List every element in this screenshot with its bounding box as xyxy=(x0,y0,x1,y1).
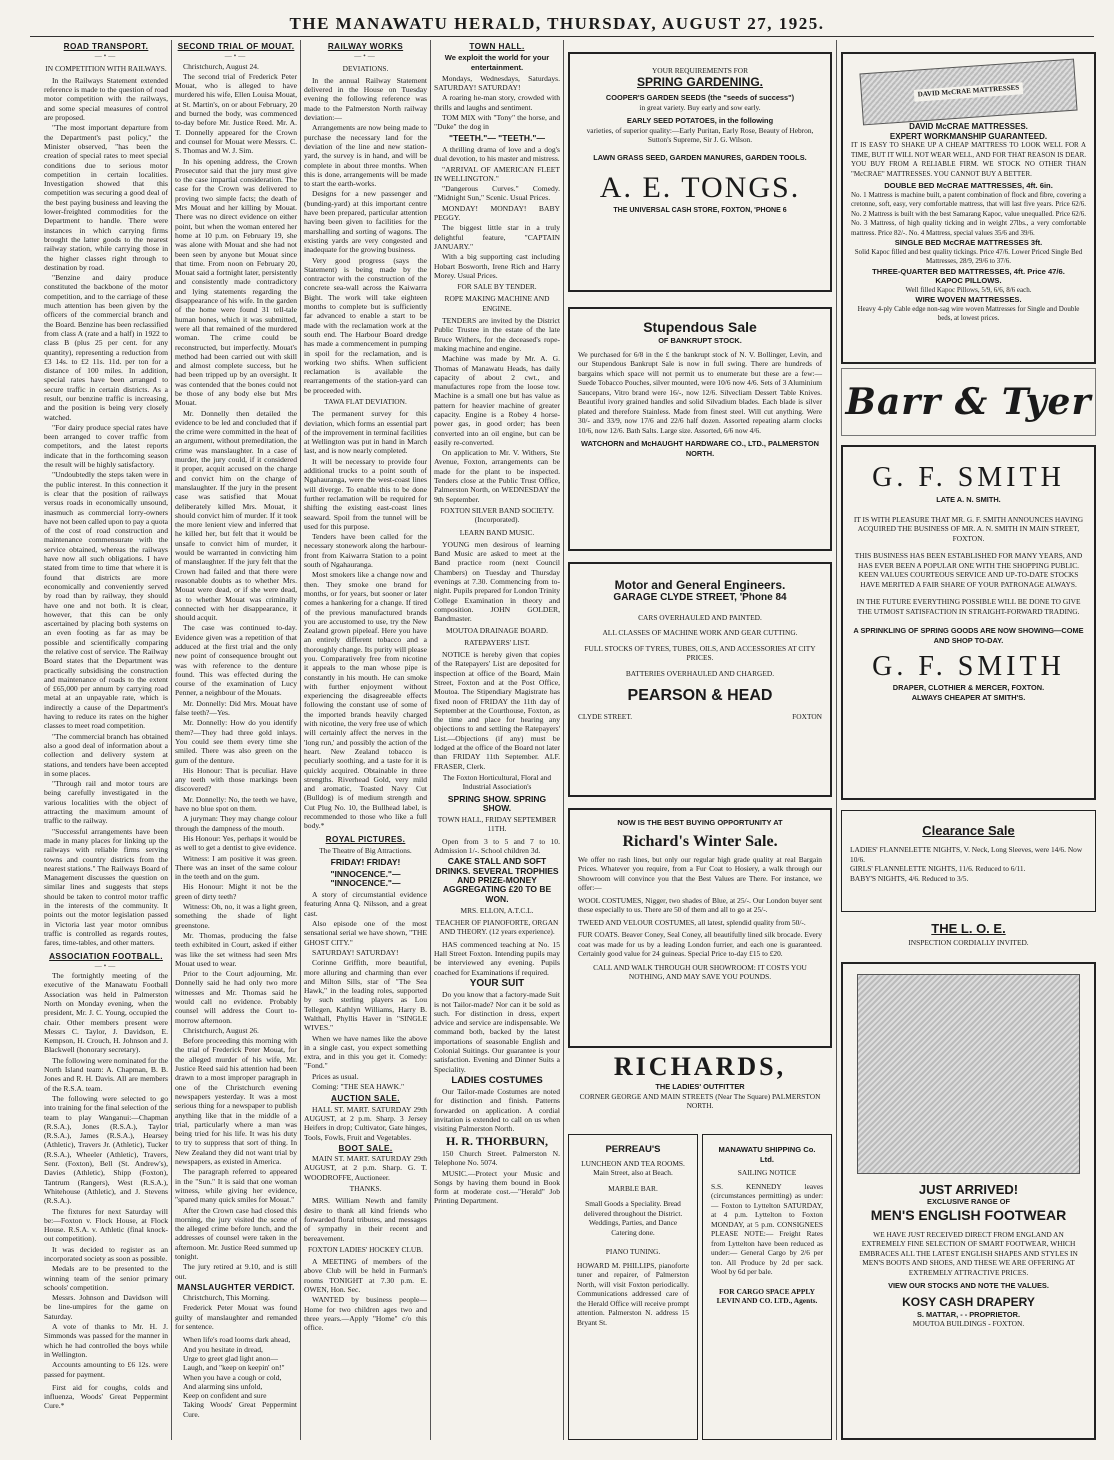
paragraph: A vote of thanks to Mr. H. J. Simmonds was passed for the manner in which he had controlled the boys while in Wellington. xyxy=(44,1322,168,1359)
ad-stup-foot: WATCHORN and McHAUGHT HARDWARE CO., LTD., PALMERSTON NORTH. xyxy=(581,439,819,458)
hockey-title: FOXTON LADIES' HOCKEY CLUB. xyxy=(307,1244,424,1254)
ornament: —•— xyxy=(354,52,377,61)
paragraph: TENDERS are invited by the District Public Trustee in the estate of the late Bruce Withers, for the deceased's rope-making machine and engine. xyxy=(434,316,560,353)
paragraph: Prices as usual. xyxy=(312,1071,359,1081)
ad-smith-spring: A SPRINKLING OF SPRING GOODS ARE NOW SHOWING—COME AND SHOP TO-DAY. xyxy=(853,626,1084,645)
town-hall-lead: We exploit the world for your entertainment. xyxy=(444,53,550,72)
ad-smith-foot: ALWAYS CHEAPER AT SMITH'S. xyxy=(911,692,1026,702)
ad-tongs-title: SPRING GARDENING. xyxy=(636,74,763,89)
poem-line: Laugh, and "keep on keepin' on!" xyxy=(183,1363,285,1373)
ad-matt-double-body: No. 1 Mattress is machine built, a patent combination of flock and fibre, covering a cretonne, soft, easy, very comfortable mattress, that will last five years. Price 62/6. No. 2 Mattress is built with the best Samarang Kapoc, value unequalled. Price 62/6. No. 3 Mattress, of high quality ticking and in weight 27lbs., a very comfortable mattress. Price 82/-. No. 4 Mattress, special values 35/6 and 39/6. xyxy=(851,190,1086,237)
paragraph: The case was continued to-day. Evidence given was a repetition of that adduced at the first trial and the only new point of consequence brought out was with reference to the denture found. This was effected during the course of the examination of Lucy Penner, a neighbour of the Mouats. xyxy=(175,623,297,698)
ad-smith-para: IT IS WITH PLEASURE THAT MR. G. F. SMITH ANNOUNCES HAVING ACQUIRED THE BUSINESS OF MR. A. N. SMITH IN MAIN STREET, FOXTON. xyxy=(853,514,1084,543)
show-when: TOWN HALL, FRIDAY SEPTEMBER 11TH. xyxy=(437,815,557,834)
paragraph: After the Crown case had closed this morning, the jury visited the scene of the alleged crime before lunch, and the addresses of counsel were taken in the afternoon. Mr. Justice Reed summed up tonight. xyxy=(175,1205,297,1261)
ad-ship-title: MANAWATU SHIPPING Co. Ltd. xyxy=(718,1145,816,1164)
paragraph: "ARRIVAL OF AMERICAN FLEET IN WELLINGTON." xyxy=(434,164,560,183)
ad-matt-single: SINGLE BED McCRAE MATTRESSES 3ft. xyxy=(894,238,1043,247)
paragraph: When we have names like the above in a single cast, you expect something extra, and in this you get it. Comedy: "Fond." xyxy=(304,1033,427,1071)
paragraph: The following were nominated for the North Island team: A. Chapman, B. B. Jones and R. H. Davis. All are members of the R.S.A. team. xyxy=(44,1055,168,1093)
ad-clear-item: GIRLS' FLANNELETTE NIGHTS, 11/6. Reduced to 6/11. xyxy=(850,864,1026,873)
paragraph: Very good progress (says the Statement) is being made by the contractor with the construction of the concrete sea-wall across the Kaiwarra Bight. The work will take eighteen months to complete but is sufficiently far advanced to enable a start to be made with the reclamation work at the south end. The Harbour Board dredge has made a commencement in pumping in spoil for the reclamation, and is working two shifts. When sufficient reclamation is available the rearrangements of the station-yard can be proceeded with. xyxy=(304,255,427,395)
ad-smith-para: IN THE FUTURE EVERYTHING POSSIBLE WILL BE DONE TO GIVE THE UTMOST SATISFACTION IN STRAIGHT-FORWARD TRADING. xyxy=(856,597,1081,616)
ad-rich-item: TWEED AND VELOUR COSTUMES, all latest, splendid quality from 50/-. xyxy=(578,917,806,927)
paragraph: "For dairy produce special rates have been arranged to cover traffic from competitors, and the latest reports indicate that in the forthcoming season the result will be highly satisfactory. xyxy=(44,422,168,470)
ad-perr-title: PERREAU'S xyxy=(605,1144,661,1155)
ad-stup-body: We purchased for 6/8 in the £ the bankrupt stock of N. V. Bollinger, Levin, and our Stupendous Bankrupt Sale is now in full swing. There are hundreds of bargains which space will not permit us to enumerate but these are a few:— Suede Tobacco Pouches, silver mounted, were 10/6 now 4/6. Sets of 3 Aluminium Saucepans, Vitro brand were 16/-, now 12/6. Silvecliam Dessert Table Knives. Beautiful ivory grained handles and solid Silvadium blades. Each blade is silver plated and therefore Stainless. Made from finest steel. Will cut anything. Were 30/- and 33/9, now 17/6 and 22/6 half dozen. Assorted repeating alarm clocks 10/6, now 12/6. Bath Salts. Large size. Assorted, 6/6 now 4/6. xyxy=(578,349,822,435)
paragraph: Frederick Peter Mouat was found guilty of manslaughter and remanded for sentence. xyxy=(175,1303,297,1332)
column-town-hall xyxy=(434,40,560,1440)
thorburn-name: H. R. THORBURN, xyxy=(445,1133,549,1148)
paragraph: On application to Mr. V. Withers, Ste Avenue, Foxton, arrangements can be made for the plant to be inspected. Tenders close at the Public Trust Office, Palmerston North, on WEDNESDAY the 9th September. xyxy=(434,448,560,504)
show-title: SPRING SHOW. SPRING SHOW. xyxy=(447,793,547,813)
ad-piano-title: PIANO TUNING. xyxy=(605,1247,661,1256)
mattress-image-label: DAVID McCRAE MATTRESSES xyxy=(913,82,1023,101)
article-title: MANSLAUGHTER VERDICT. xyxy=(177,1282,295,1292)
ad-clear-item: BABY'S NIGHTS, 4/6. Reduced to 3/5. xyxy=(850,873,969,883)
ad-rich-item: WOOL COSTUMES, Nigger, two shades of Blue, at 25/-. Our London buyer sent these especially to us. There are 50 of them and all to go at 25/-. xyxy=(578,895,822,914)
ad-matt-kapoc: KAPOC PILLOWS. xyxy=(935,276,1002,285)
thanks-title: THANKS. xyxy=(349,1184,382,1194)
ad-rich-item: FUR COATS. Beaver Coney, Seal Coney, all beautifully lined silk brocade. Every coat was made for us by a leading London furrier, and each one is guaranteed. Certainly good value for 24 guineas. Special Price to-day £15 to £20. xyxy=(578,930,822,958)
ad-clearance-sale xyxy=(841,810,1096,912)
article-title: ROAD TRANSPORT. xyxy=(63,42,149,51)
ad-tongs xyxy=(568,52,832,292)
paragraph: Most smokers like a change now and then. They smoke one brand for months, or for years, but sooner or later comes a hankering for a change. If tired of the previous manufactured brands you are accustomed to use, try the New Zealand grown pipeleaf. Here you have an entirely different tobacco and a thoroughly change. Its purity will please you. Comparatively free from nicotine it appeals to the man whose pipe is constantly in his mouth. He can smoke with further enjoyment without experiencing the disagreeable effects following the constant use of some of the imported brands heavily charged with nicotine, the very free use of which will certainly affect the nerves in the 'long run,' and possibly the action of the heart. New Zealand tobacco is peculiarly soothing, and a taste for it is quickly acquired. Obtainable in three strengths. Riverhead Gold, very mild and aromatic, Toasted Navy Cut (Bulldog) is of medium strength and Cut Plug No. 10, the Bullhead label, is recommended to those who like a full body.* xyxy=(304,570,427,831)
paragraph: MAIN ST. MART. SATURDAY 29th AUGUST, at 2 p.m. Sharp. G. T. WOODROFFE, Auctioneer. xyxy=(304,1154,427,1182)
pictures-title: ROYAL PICTURES. xyxy=(325,834,406,844)
paragraph: Tenders have been called for the necessary stonework along the harbour-front from Kaiwarra Station to a point south of Ngahauranga. xyxy=(304,532,427,570)
paragraph: "Benzine and dairy produce constituted the backbone of the motor competition, and to the carriage of these much attention has been given by the officers of the commercial branch and the Board. Benzine has been reclassified from class A (rate and a half) in 1922 to class B (plus 25 per cent. for any quantity), representing a reduction from £3 14s. to £2 11s. 11d. per ton for a distance of 100 miles. In addition, special rates have been arranged to secure traffic in certain districts. As a result, our benzine traffic is increasing, and the position is being very closely watched. xyxy=(44,273,168,422)
paragraph: Designs for a new passenger and (bunding-yard) at this important centre have been prepared, particular attention having been given to facilities for the marshalling and sorting of wagons. The existing yards are very congested and inadequate for the growing business. xyxy=(304,189,427,255)
ad-line: FULL STOCKS OF TYRES, TUBES, OILS, AND ACCESSORIES AT CITY PRICES. xyxy=(584,643,816,662)
ad-ship-body: S.S. KENNEDY leaves (circumstances permitting) as under:— Foxton to Lyttelton SATURDAY, at 4 p.m. Lyttelton to Foxton MONDAY, at 5 p.m. CONSIGNEES PLEASE NOTE:— Freight Rates from Lyttelton have been reduced as under:— General Cargo by 2/6 per ton. All Produce by 2d per sack. Wool by 6d per bale. xyxy=(711,1181,823,1276)
ad-rich-item: CALL AND WALK THROUGH OUR SHOWROOM: IT COSTS YOU NOTHING, AND MAY SAVE YOU POUNDS. xyxy=(593,962,807,981)
band-subtitle: LEARN BAND MUSIC. xyxy=(459,527,535,537)
paragraph: NOTICE is hereby given that copies of the Ratepayers' List are deposited for inspection at office of the Board, Main Street, Foxton and at the Post Office, Moutoa. The Stipendiary Magistrate has fixed noon of FRIDAY the 11th day of September at the Courthouse, Foxton, as the time and place for hearing any objections to and settling the Ratepayers' List.—Objections (if any) must be lodged at the office of the Board not later than FRIDAY 11th September. ALF. FRASER, Clerk. xyxy=(434,650,560,771)
ad-loe-sub: INSPECTION CORDIALLY INVITED. xyxy=(908,938,1029,947)
paragraph: MRS. William Newth and family desire to thank all kind friends who forwarded floral tributes, and messages of sympathy in their recent and bereavement. xyxy=(304,1196,427,1243)
music-teacher-title: MRS. ELLON, A.T.C.L. xyxy=(460,905,534,915)
ad-mattresses xyxy=(841,52,1096,364)
paragraph: Mondays, Wednesdays, Saturdays. SATURDAY! SATURDAY! xyxy=(434,73,560,93)
ad-line: MARBLE BAR. xyxy=(608,1183,658,1193)
ad-matt-wire: WIRE WOVEN MATTRESSES. xyxy=(915,295,1022,304)
paragraph: The biggest little star in a truly delightful feature, "CAPTAIN JANUARY." xyxy=(434,223,560,251)
paragraph: The fortnightly meeting of the executive of the Manawatu Football Association was held in Palmerston North on Monday evening, when the president, Mr. J. C. Young, occupied the chair. Other members present were Messrs C. Taylor, J. Davidson, E. Kempson, H. Crouch, H. Johnson and J. Blackwell (honorary secretary). xyxy=(44,971,168,1055)
paragraph: Our Tailor-made Costumes are noted for distinction and finish. Patterns forwarded on application. A cordial invitation is extended to call on us when visiting Palmerston North. xyxy=(434,1087,560,1134)
ad-clear-title: Clearance Sale xyxy=(922,823,1015,838)
paragraph: SATURDAY! SATURDAY! xyxy=(312,947,399,957)
poem-line: Taking Woods' Great Peppermint Cure. xyxy=(183,1400,297,1419)
article-title: RAILWAY WORKS xyxy=(327,42,404,51)
paragraph: The paragraph referred to appeared in the "Sun." It is said that one woman witness, while giving her evidence, "spared many quick smiles for Mouat." xyxy=(175,1167,297,1205)
ad-smith-late: LATE A. N. SMITH. xyxy=(936,495,1001,504)
paragraph: Arrangements are now being made to purchase the necessary land for the deviation of the line and new station-yard, the survey is in hand, and will be complete in about three months. When this is done, arrangements will be made to start the earth-works. xyxy=(304,123,427,189)
paragraph: The second trial of Frederick Peter Mouat, who is alleged to have murdered his wife, Ellen Louisa Mouat, at St. Martin's, on or about February, 20 and burned the body, was commenced to-day before Mr. Justice Reed. Mr. A. T. Donnelly appeared for the Crown and counsel for Mouat were Messrs. C. S. Thomas and W. J. Sim. xyxy=(175,71,297,156)
mattress-image xyxy=(859,59,1077,126)
paragraph: "Dangerous Curves." Comedy. "Midnight Sun," Scenic. Usual Prices. xyxy=(434,184,560,203)
ad-kosy-body: WE HAVE JUST RECEIVED DIRECT FROM ENGLAND AN EXTREMELY FINE SELECTION OF SMART FOOTWEAR, WHICH EMBRACES ALL THE LATEST ENGLISH SHAPES AND STYLES IN MEN'S BOOTS AND SHOES, AND THESE WE ARE OFFERING AT EXTREMELY ATTRACTIVE PRICES. xyxy=(859,1229,1078,1277)
paragraph: Christchurch, August 26. xyxy=(183,1025,259,1035)
ad-rich-title: Richard's Winter Sale. xyxy=(622,832,778,850)
column-road-transport xyxy=(44,40,168,1440)
ad-matt-double: DOUBLE BED McCRAE MATTRESSES, 4ft. 6in. xyxy=(884,181,1053,190)
paragraph: His Honour: Might it not be the green of dirty teeth? xyxy=(175,882,297,901)
barr-tyer-script: Barr & Tyer xyxy=(845,381,1092,423)
ad-line: ALL CLASSES OF MACHINE WORK AND GEAR CUTTING. xyxy=(602,628,798,637)
ad-tongs-top: YOUR REQUIREMENTS FOR xyxy=(651,66,749,75)
ad-loe xyxy=(841,916,1096,956)
drainage-subtitle: RATEPAYERS' LIST. xyxy=(464,637,530,647)
ornament: —•— xyxy=(224,52,248,61)
paragraph: MUSIC.—Protect your Music and Songs by having them bound in Book form at moderate cost.—"Herald" Job Printing Department. xyxy=(434,1168,560,1206)
ad-shipping xyxy=(702,1134,832,1440)
paragraph: A roaring he-man story, crowded with thrills and laughs and sentiment. xyxy=(434,93,560,112)
paragraph: His Honour: That is peculiar. Have any teeth with those markings been discovered? xyxy=(175,765,297,794)
article-subtitle: DEVIATIONS. xyxy=(342,63,389,73)
ad-motor-sub: GARAGE CLYDE STREET, 'Phone 84 xyxy=(613,592,787,603)
ad-stup-title: Stupendous Sale xyxy=(643,319,757,335)
paragraph: A MEETING of members of the above Club will be held in Furman's rooms TONIGHT at 7.30 p.m. E. OWEN, Hon. Sec. xyxy=(304,1257,427,1294)
ad-line: EARLY SEED POTATOES, in the following xyxy=(626,116,774,125)
paragraph: Medals are to be presented to the winning team of the senior primary schools' competition. xyxy=(44,1264,168,1292)
paragraph: Before proceeding this morning with the trial of Frederick Peter Mouat, for the alleged murder of his wife, Mr. Justice Reed said his attention had been drawn to a most improper paragraph in one of the Christchurch evening newspapers yesterday. It was a most serious thing for a newspaper to publish anything like that in the middle of a trial, particularly where a man was being tried for his life. It was his duty to try to suppress that sort of thing. In New Zealand they did not want trial by newspapers, as existed in America. xyxy=(175,1036,297,1167)
column-rule xyxy=(430,40,431,1440)
paragraph: It will be necessary to provide four additional trucks to a point south of Ngahauranga, were the west-coast lines will diverge. To enable this to be done further reclamation will be required for shifting the existing east-coast lines seaward. Spoil from the tunnel will be used for this purpose. xyxy=(304,456,427,531)
paragraph: Corinne Griffith, more beautiful, more alluring and charming than ever and Milton Sills, star of "The Sea Hawk," in the leading roles, supported by such sterling players as Lou Tellegen, Kathlyn Williams, Harry B. Walthall, Phyllis Haver in "SINGLE WIVES." xyxy=(304,958,427,1033)
ornament: —•— xyxy=(94,52,118,61)
masthead: THE MANAWATU HERALD, THURSDAY, AUGUST 27, 1925. xyxy=(289,14,825,33)
article-subtitle: TAWA FLAT DEVIATION. xyxy=(324,396,407,406)
paragraph: "The most important departure from the Department's past policy," the Minister observed, "has been the creation of special rates to meet special conditions due to serious motor competition in certain localities. Investigation showed that this competition was securing a good deal of the best paying business and leaving the lower-freighted commodities for the Department to handle. There were instances in which carrying firms brought the latter goods to the nearest railway station, while carrying those in the higher classes right through to destination by road. xyxy=(44,123,168,272)
ad-kosy-drapery xyxy=(841,962,1096,1440)
paragraph: MONDAY! MONDAY! BABY PEGGY. xyxy=(434,203,560,223)
column-mouat-trial xyxy=(175,40,297,1440)
ad-line: BATTERIES OVERHAULED AND CHARGED. xyxy=(625,668,775,678)
ladies-title: LADIES COSTUMES xyxy=(451,1074,543,1086)
paragraph: TOM MIX with "Tony" the horse, and "Duke" the dog in xyxy=(434,113,560,132)
column-railway-works xyxy=(304,40,427,1440)
music-teacher-subtitle: TEACHER OF PIANOFORTE, ORGAN AND THEORY. (12 years experience). xyxy=(435,918,559,937)
paragraph: Mr. Donnelly: How do you identify them?—They had three gold inlays. You could see them every time she smiled. There was also green on the gum of the denture. xyxy=(175,718,297,765)
ad-matt-title: DAVID McCRAE MATTRESSES. xyxy=(909,122,1028,131)
ad-matt-single-body: Solid Kapoc filled and best quality tickings. Price 47/6. Lower Priced Single Bed Mattresses, 28/9, 29/6 to 37/6. xyxy=(854,247,1083,265)
ad-rich-name: RICHARDS, xyxy=(613,1052,787,1081)
tender-title: FOR SALE BY TENDER. xyxy=(457,282,537,292)
ad-motor-foot-left: CLYDE STREET. xyxy=(578,712,633,721)
poem-line: When life's road looms dark ahead, xyxy=(183,1335,291,1345)
poem-line: Keep on confident and sure xyxy=(183,1391,267,1401)
ad-gf-smith xyxy=(841,445,1096,800)
barr-tyer-logo xyxy=(841,368,1096,436)
paragraph: A thrilling drama of love and a dog's dual devotion, to his master and mistress. xyxy=(434,144,560,164)
paragraph: YOUNG men desirous of learning Band Music are asked to meet at the Band practice room (next Council Chambers) on Tuesday and Thursday evenings at 7.30. Commencing from to-night. Pupils prepared for London Trinity College Examination in theory and composition. JOHN GOLDER, Bandmaster. xyxy=(434,539,560,624)
ad-kosy-view: VIEW OUR STOCKS AND NOTE THE VALUES. xyxy=(888,1281,1049,1290)
ad-rich-addr: CORNER GEORGE AND MAIN STREETS (Near The Square) PALMERSTON NORTH. xyxy=(579,1091,821,1110)
paragraph: Accounts amounting to £6 12s. were passed for payment. xyxy=(44,1360,168,1379)
paragraph: With a big supporting cast including Hobart Bosworth, Irene Rich and Harry Morey. Usual Prices. xyxy=(434,252,560,280)
article-title: SECOND TRIAL OF MOUAT. xyxy=(177,42,295,51)
paragraph: Do you know that a factory-made Suit is not Tailor-made? Nor can it be sold as such. For distinction in dress, expert advice and service are indispensable. We command both, backed by the latest importations of seasonable English and Colonial Suitings. Our guarantee is your satisfaction. Evening and Dinner Suits a Speciality. xyxy=(434,990,560,1074)
ad-matt-kapoc-body: Well filled Kapoc Pillows, 5/9, 6/6, 8/6 each. xyxy=(905,285,1032,294)
ad-matt-three: THREE-QUARTER BED MATTRESSES, 4ft. Price 47/6. xyxy=(872,266,1065,276)
boot-sale-title: BOOT SALE. xyxy=(338,1143,393,1153)
paragraph: Prior to the Court adjourning, Mr. Donnelly said he had only two more witnesses and Mr. Thomas said he would call no evidence. Probably counsel will address the Court to-morrow afternoon. xyxy=(175,969,297,1025)
ad-stup-sub: OF BANKRUPT STOCK. xyxy=(658,336,742,345)
ad-kosy-just: JUST ARRIVED! xyxy=(918,1182,1019,1197)
paragraph: 150 Church Street. Palmerston N. Telephone No. 5074. xyxy=(434,1148,560,1168)
ad-line: in great variety. Buy early and sow early. xyxy=(639,102,761,112)
ad-kosy-exclusive: EXCLUSIVE RANGE OF xyxy=(927,1197,1010,1206)
ad-tongs-foot: THE UNIVERSAL CASH STORE, FOXTON, 'PHONE 6 xyxy=(613,207,787,214)
ad-line: varieties, of superior quality:—Early Puritan, Early Rose, Beauty of Hebron, Sutton's Supreme, Sir J. G. Wilson. xyxy=(586,125,814,144)
suit-title: YOUR SUIT xyxy=(469,977,525,989)
auction-title: AUCTION SALE. xyxy=(331,1094,400,1104)
ad-smith-name: G. F. SMITH xyxy=(872,462,1065,493)
ad-ship-sub: SAILING NOTICE xyxy=(737,1168,797,1177)
paragraph: Mr. Donnelly: Did Mrs. Mouat have false teeth?—Yes. xyxy=(175,698,297,718)
column-rule xyxy=(563,40,564,1440)
paragraph: Also episode one of the most sensational serial we have shown, "THE GHOST CITY." xyxy=(304,919,427,947)
ad-richards-footer xyxy=(568,1052,832,1128)
ad-line: LUNCHEON AND TEA ROOMS. Main Street, also at Beach. xyxy=(581,1158,685,1177)
poem-line: When you have a cough or cold, xyxy=(183,1372,282,1382)
ad-rich-body: We offer no rash lines, but only our regular high grade quality at real Bargain Prices. Whatever you require, from a Fur Coat to Hosiery, a walk through our Showroom will convince you that the Best Values are There. For instance, we offer:— xyxy=(578,854,822,892)
ad-kosy-name: KOSY CASH DRAPERY xyxy=(902,1294,1035,1309)
ad-pearson-name: PEARSON & HEAD xyxy=(627,687,773,704)
ad-smith-name-2: G. F. SMITH xyxy=(872,651,1065,682)
show-bold: CAKE STALL AND SOFT DRINKS. SEVERAL TROPHIES AND PRIZE-MONEY AGGREGATING £20 TO BE WON. xyxy=(435,856,559,904)
column-rule xyxy=(171,40,172,1440)
ad-kosy-footwear: MEN'S ENGLISH FOOTWEAR xyxy=(870,1206,1067,1223)
article-subtitle: IN COMPETITION WITH RAILWAYS. xyxy=(45,63,167,73)
town-hall-title: TOWN HALL. xyxy=(469,42,525,51)
ad-rich-sub: THE LADIES' OUTFITTER xyxy=(655,1082,745,1091)
paragraph: The jury retired at 9.10, and is still out. xyxy=(175,1262,297,1281)
ad-rich-top: NOW IS THE BEST BUYING OPPORTUNITY AT xyxy=(617,818,783,827)
paragraph: A juryman: They may change colour through the dampness of the mouth. xyxy=(175,814,297,833)
ad-kosy-addr: MOUTOA BUILDINGS - FOXTON. xyxy=(912,1319,1025,1328)
paragraph: Machine was made by Mr. A. G. Thomas of Manawatu Heads, has daily capacity of about 2 cwt., and manufactures rope from the loose tow. Machine is a small one but has value as pattern for heavier machine of greater capacity. Engine is a Robey 4 horse-power gas, in good order; has been converted into an oil engine, but can be easily re-converted. xyxy=(434,354,560,447)
paragraph: Witness: Oh, no, it was a light green, something the shade of light greenstone. xyxy=(175,902,297,930)
ad-line: Small Goods a Speciality. Bread delivered throughout the District. Weddings, Parties, and Dance Catering done. xyxy=(583,1199,683,1237)
paragraph: "Undoubtedly the steps taken were in the public interest. In this connection it is clear that the position of railways versus roads in economically unsound, inasmuch as commercial lorry-owners have not been called upon to pay a quota of the cost of road construction and maintenance commensurate with the service obtained, whereas the railways have now all such obligations. I have stated from time to time that where it is found that districts are more economically and conveniently served by road than by railway, they should have one and not both. It is clear, however, that this can be only ascertained by placing both systems on an even footing as far as may be possible and scientifically comparing the relative cost of service. The Railway Board states that the Department was practically subsidising the construction and maintenance of roads to the extent of £65,000 per annum by carrying road metal at an unpayable rate, which is indirectly a cause of the Department's having to reduce its rates on the higher classes to meet road competition. xyxy=(44,470,168,731)
masthead-rule xyxy=(30,36,1094,37)
paragraph: Messrs. Johnson and Davidson will be line-umpires for the game on Saturday. xyxy=(44,1293,168,1321)
ad-perreaus xyxy=(568,1134,698,1440)
article-title: ASSOCIATION FOOTBALL. xyxy=(49,951,163,961)
ad-piano-body: HOWARD M. PHILLIPS, pianoforte tuner and repairer, of Palmerston North, will visit Foxton periodically. Communications addressed care of the Herald Office will receive prompt attention. Palmerston N. address 15 Bryant St. xyxy=(577,1260,689,1327)
paragraph: In his opening address, the Crown Prosecutor said that the jury must give to the case impartial consideration. The case for the Crown was delivered to proving two simple facts; the death of Mrs Mouat and her killing by Mouat. There was no direct evidence on either point, but when the woman entered her home at 10 p.m. on February 19, she was alone with Mouat and she had not been seen by anyone but Mouat since that time. From noon on February 20, Mouat said a fortnight later, persistently and consistently made contradictory and lying statements regarding the disappearance of his wife. In the garden of the home were found 31 tell-tale human bones, which it was submitted, were all that remained of the murdered woman. The crime could be reconstructed, but imperfectly. Mouat's method had been carried out with skill and almost complete success, but he had been tripped up by an oversight. It was contended that the bones could not be those of any body else but Mrs Mouat. xyxy=(175,156,297,408)
ad-smith-para: THIS BUSINESS HAS BEEN ESTABLISHED FOR MANY YEARS, AND HAS EVER BEEN A POPULAR ONE WITH THE SHOPPING PUBLIC. KEEN VALUES COURTEOUS SERVICE AND UP-TO-DATE STOCKS HAVE MERITED A FAIR SHARE OF YOUR PATRONAGE ALWAYS. xyxy=(854,551,1083,589)
paragraph: HAS commenced teaching at No. 15 Hall Street Foxton. Intending pupils may be interviewed any evening. Pupils coached for Examinations if required. xyxy=(434,939,560,977)
paragraph: Open from 3 to 5 and 7 to 10. Admission 1/-. School children 3d. xyxy=(434,836,560,856)
ad-loe-title: THE L. O. E. xyxy=(931,921,1006,936)
ad-tongs-name: A. E. TONGS. xyxy=(599,171,801,204)
tender-subtitle: ROPE MAKING MACHINE AND ENGINE. xyxy=(444,294,550,313)
paragraph: Witness: I am positive it was green. There was an inset of the same colour in the teeth and on the gum. xyxy=(175,853,297,882)
paragraph: In the Railways Statement extended reference is made to the question of road motor competition with the railways, and some special measures of control are proposed. xyxy=(44,75,168,123)
ad-line: CARS OVERHAULED AND PAINTED. xyxy=(638,612,762,622)
drainage-title: MOUTOA DRAINAGE BOARD. xyxy=(446,625,548,635)
paragraph: Mr. Thomas, producing the false teeth exhibited in Court, asked if either was like the set witness had seen Mrs Mouat used to wear. xyxy=(175,930,297,968)
paragraph: Christchurch, This Morning. xyxy=(183,1293,270,1303)
paragraph: WANTED by business people—Home for two children ages two and three years.—Apply "Home" c/o this office. xyxy=(304,1295,427,1333)
poem-line: And alarming sins unfold, xyxy=(183,1381,263,1391)
paragraph: HALL ST. MART. SATURDAY 29th AUGUST, at 2 p.m. Sharp. 3 Jersey Heifers in drop; Cultivator, Gate hinges, Tools, Fowls, Fruit and Vegetables. xyxy=(304,1104,427,1142)
column-rule xyxy=(836,40,837,1440)
paragraph: In the annual Railway Statement delivered in the House on Tuesday evening the following reference was made to the Palmerston North railway deviation:— xyxy=(304,75,427,123)
ad-matt-sub: EXPERT WORKMANSHIP GUARANTEED. xyxy=(889,131,1048,141)
poem-line: And you hesitate in dread, xyxy=(183,1344,263,1354)
paragraph: "Successful arrangements have been made in many places for linking up the railways with reliable firms serving towns and country districts from the nearest stations." The Railways Board of Management discusses the question on similar lines and suggests that steps should be taken to control motor traffic in the interests of the community. It points out the motor legislation passed in Victoria last year motor omnibus traffic is controlled as regards routes, fares, time-tables, and other matters. xyxy=(44,826,168,948)
paragraph: His Honour: Yes, perhaps it would be as well to get a dentist to give evidence. xyxy=(175,833,297,853)
paragraph: "Through rail and motor tours are being carefully investigated in the various localities with the object of attracting the maximum amount of traffic to the railway. xyxy=(44,779,168,826)
shoe-illustration xyxy=(857,974,1080,1174)
ornament: —•— xyxy=(94,961,118,970)
ad-line: COOPER'S GARDEN SEEDS (the "seeds of success") xyxy=(605,93,795,102)
paragraph: Mr. Donnelly then detailed the evidence to be led and concluded that if the crime were committed in the heat of an argument, without premeditation, the crime was manslaughter. In a case of murder, the jury could, if it considered it proper, acquit accused on the charge and convict him on the charge of manslaughter. If the jury in the present case was satisfied that Mouat deliberately killed Mrs. Mouat, it should convict him of murder. If it took the more lenient view and inferred that he killed her, but felt that it would be unsafe to convict him of murder, it would be warranted in convicting him of manslaughter. If the jury felt that the Crown had failed and that there were reasonable doubts as to whether Mrs. Mouat were dead, or if she were dead, as to whether Mouat was criminally connected with her disappearance, it should acquit. xyxy=(175,408,297,623)
paragraph: Christchurch, August 24. xyxy=(183,61,259,71)
ad-line: LAWN GRASS SEED, GARDEN MANURES, GARDEN TOOLS. xyxy=(593,152,807,162)
ad-motor-title: Motor and General Engineers. xyxy=(614,578,786,592)
ad-motor-foot-right: FOXTON xyxy=(792,712,822,721)
paragraph: "The commercial branch has obtained also a good deal of information about a collection and delivery system at stations, and tenders have been accepted in some places. xyxy=(44,731,168,778)
poem-line: Urge to greet glad light anon— xyxy=(183,1353,278,1363)
paragraph: Coming: "THE SEA HAWK." xyxy=(312,1082,405,1092)
poem xyxy=(175,1335,297,1419)
ad-pearson-head xyxy=(568,562,832,797)
ad-matt-wire-body: Heavy 4-ply Cable edge non-sag wire woven Mattresses for Single and Double beds, at lowest prices. xyxy=(857,304,1080,322)
paragraph: Mr. Donnelly: No, the teeth we have, have no blue spot on them. xyxy=(175,794,297,814)
ad-ship-foot: FOR CARGO SPACE APPLY LEVIN AND CO. LTD., Agents. xyxy=(716,1286,818,1305)
film-title: "TEETH."— "TEETH."— xyxy=(449,132,545,143)
show-head: The Foxton Horticultural, Floral and Industrial Association's xyxy=(442,772,552,792)
column-rule xyxy=(300,40,301,1440)
ad-stupendous-sale xyxy=(568,307,832,551)
pictures-film: "INNOCENCE."— "INNOCENCE."— xyxy=(330,868,401,888)
paragraph: A story of circumstantial evidence featuring Anna Q. Nilsson, and a great cast. xyxy=(304,890,427,918)
paragraph: It was decided to register as an incorporated society as soon as possible. xyxy=(44,1244,168,1263)
ad-clear-item: LADIES' FLANNELETTE NIGHTS, V. Neck, Long Sleeves, were 14/6. Now 10/6. xyxy=(850,845,1083,864)
pictures-subtitle: The Theatre of Big Attractions. xyxy=(319,845,412,855)
pictures-days: FRIDAY! FRIDAY! xyxy=(330,857,401,868)
ad-smith-foot: DRAPER, CLOTHIER & MERCER, FOXTON. xyxy=(892,683,1045,692)
ad-motor-foot xyxy=(578,712,822,722)
paragraph: The fixtures for next Saturday will be:—Foxton v. Flock House, at Flock House. R.S.A. v. Athletic (final knock-out competition). xyxy=(44,1206,168,1244)
band-title: FOXTON SILVER BAND SOCIETY. (Incorporated). xyxy=(440,505,554,525)
ad-richards xyxy=(568,808,832,1048)
ad-matt-body: IT IS EASY TO SHAKE UP A CHEAP MATTRESS TO LOOK WELL FOR A TIME, BUT IT WILL NOT WEAR WELL, AND FOR THAT REASON IS DEAR. YOU BUY FROM A RELIABLE FIRM. WE STOCK NO OTHER THAN "McCRAE" MATTRESSES. YOU CANNOT BUY A BETTER. xyxy=(851,141,1086,178)
paragraph: The permanent survey for this deviation, which forms an essential part of the improvement in terminal facilities at Wellington was put in hand in March last, and is now nearly completed. xyxy=(304,409,427,456)
paragraph: The following were selected to go into training for the final selection of the team to play Wanganui:—Chapman (R.S.A.), Jones (R.S.A.), Taylor (R.S.A.), James (R.S.A.), Hearsey (Athletic), Travers Jr. (Athletic), Tucker (R.S.A.), Wheeler (Athletic), Travers, Senr. (Foxton), Bell (St. Andrew's), Davies (Athletic), Shipp (Foxton), Tantrum (Rangers), West (R.S.A.), Whitehouse (Athletic), and J. Stevens (R.S.A.). xyxy=(44,1093,168,1206)
ad-kosy-prop: S. MATTAR, - - PROPRIETOR. xyxy=(916,1309,1021,1319)
paragraph: First aid for coughs, colds and influenza, Woods' Great Peppermint Cure.* xyxy=(44,1382,168,1411)
